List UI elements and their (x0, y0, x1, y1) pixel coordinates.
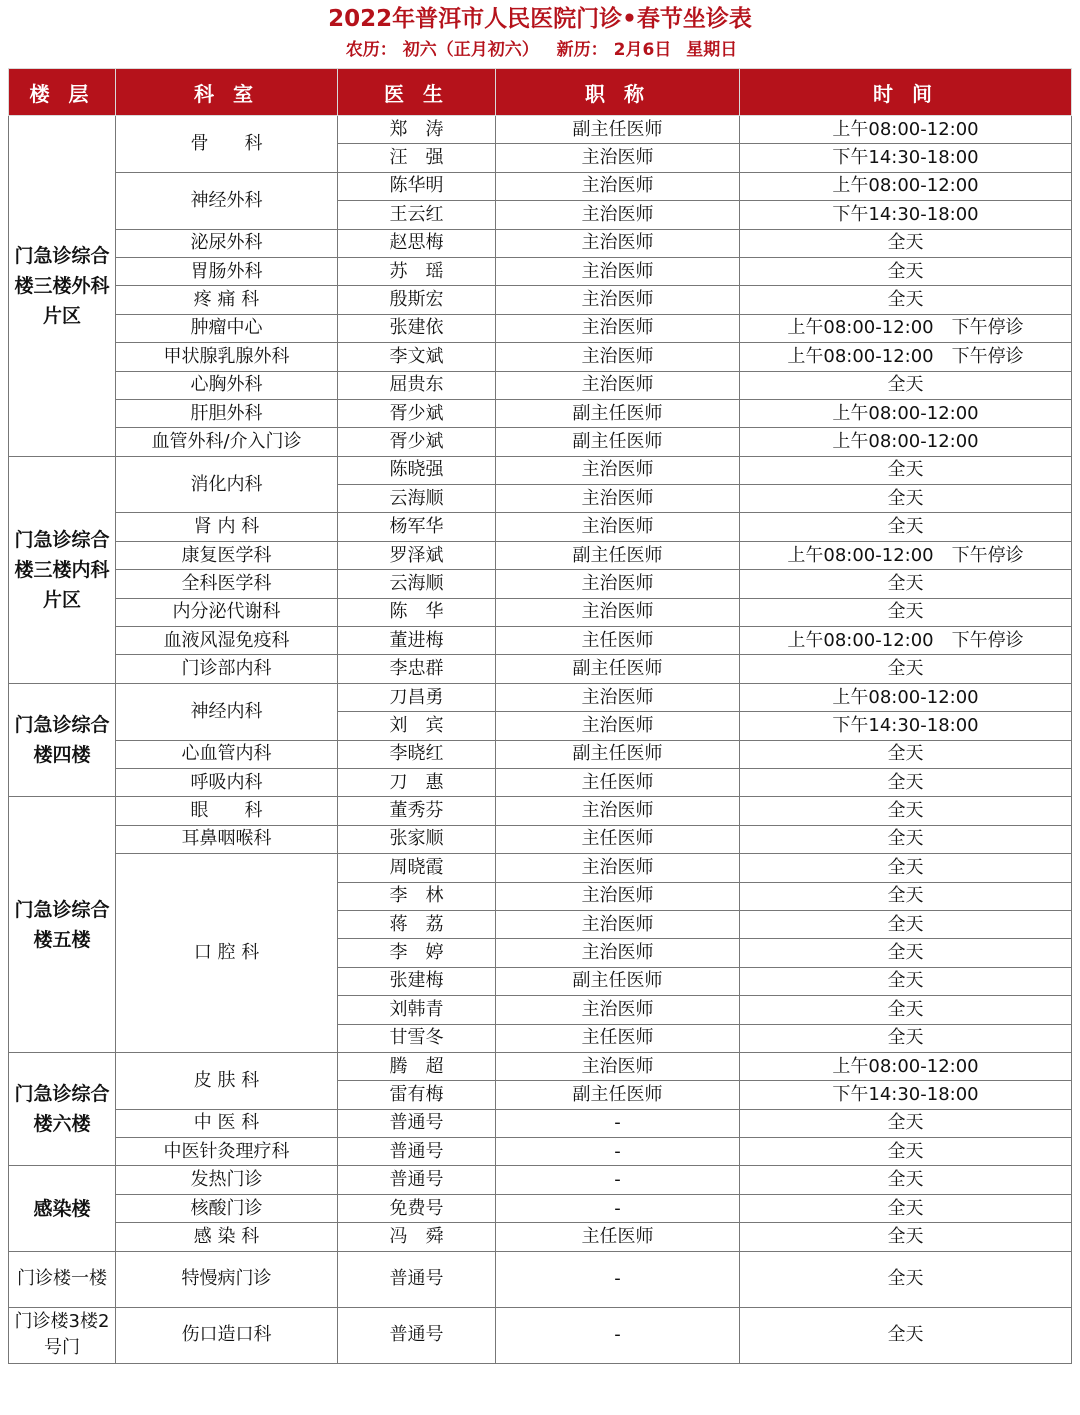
time-cell: 下午14:30-18:00 (740, 712, 1072, 740)
doctor-cell: 屈贵东 (338, 371, 496, 399)
dept-cell: 胃肠外科 (116, 257, 338, 285)
dept-cell: 肿瘤中心 (116, 314, 338, 342)
dept-cell: 疼 痛 科 (116, 286, 338, 314)
time-cell: 全天 (740, 1138, 1072, 1166)
title-cell: 主治医师 (496, 910, 740, 938)
doctor-cell: 王云红 (338, 201, 496, 229)
table-row (9, 257, 1072, 285)
title-cell: 副主任医师 (496, 428, 740, 456)
header-department: 科 室 (116, 69, 338, 116)
title-cell: 主治医师 (496, 144, 740, 172)
dept-cell: 心胸外科 (116, 371, 338, 399)
title-cell: 主治医师 (496, 286, 740, 314)
time-cell: 全天 (740, 456, 1072, 484)
page-subtitle (0, 38, 1080, 62)
dept-cell: 中 医 科 (116, 1109, 338, 1137)
table-row (9, 513, 1072, 541)
time-cell: 全天 (740, 967, 1072, 995)
time-cell: 全天 (740, 1024, 1072, 1052)
doctor-cell: 李忠群 (338, 655, 496, 683)
dept-cell: 泌尿外科 (116, 229, 338, 257)
time-cell: 上午08:00-12:00 (740, 428, 1072, 456)
floor-cell: 门急诊综合楼四楼 (9, 683, 116, 797)
doctor-cell: 陈晓强 (338, 456, 496, 484)
solar-value: 2月6日 (613, 40, 672, 60)
dept-cell: 神经外科 (116, 172, 338, 229)
title-cell: 主任医师 (496, 768, 740, 796)
table-row (9, 740, 1072, 768)
doctor-cell: 苏 瑶 (338, 257, 496, 285)
time-cell: 全天 (740, 996, 1072, 1024)
doctor-cell: 冯 舜 (338, 1223, 496, 1251)
floor-cell: 门急诊综合楼五楼 (9, 797, 116, 1053)
time-cell: 全天 (740, 825, 1072, 853)
doctor-cell: 董秀芬 (338, 797, 496, 825)
table-row (9, 428, 1072, 456)
table-row (9, 1223, 1072, 1251)
doctor-cell: 腾 超 (338, 1052, 496, 1080)
time-cell: 全天 (740, 570, 1072, 598)
dept-cell: 眼 科 (116, 797, 338, 825)
table-row (9, 570, 1072, 598)
doctor-cell: 赵思梅 (338, 229, 496, 257)
doctor-cell: 张建梅 (338, 967, 496, 995)
time-cell: 上午08:00-12:00 (740, 116, 1072, 144)
time-cell: 上午08:00-12:00 下午停诊 (740, 541, 1072, 569)
time-cell: 全天 (740, 1223, 1072, 1251)
dept-cell: 全科医学科 (116, 570, 338, 598)
dept-cell: 呼吸内科 (116, 768, 338, 796)
doctor-cell: 普通号 (338, 1109, 496, 1137)
title-cell: 主治医师 (496, 172, 740, 200)
doctor-cell: 刘韩青 (338, 996, 496, 1024)
dept-cell: 耳鼻咽喉科 (116, 825, 338, 853)
doctor-cell: 殷斯宏 (338, 286, 496, 314)
doctor-cell: 刀昌勇 (338, 683, 496, 711)
title-cell: 主治医师 (496, 314, 740, 342)
solar-date (554, 40, 675, 60)
time-cell: 全天 (740, 655, 1072, 683)
title-cell: - (496, 1251, 740, 1307)
doctor-cell: 雷有梅 (338, 1081, 496, 1109)
doctor-cell: 胥少斌 (338, 428, 496, 456)
title-cell: 主任医师 (496, 1223, 740, 1251)
dept-cell: 伤口造口科 (116, 1307, 338, 1363)
dept-cell: 肾 内 科 (116, 513, 338, 541)
table-row (9, 854, 1072, 882)
floor-cell: 门诊楼3楼2号门 (9, 1307, 116, 1363)
doctor-cell: 董进梅 (338, 627, 496, 655)
title-cell: 主治医师 (496, 939, 740, 967)
title-cell: 主治医师 (496, 1052, 740, 1080)
time-cell: 上午08:00-12:00 下午停诊 (740, 627, 1072, 655)
table-row (9, 286, 1072, 314)
floor-cell: 感染楼 (9, 1166, 116, 1251)
doctor-cell: 甘雪冬 (338, 1024, 496, 1052)
header-time: 时 间 (740, 69, 1072, 116)
dept-cell: 骨 科 (116, 116, 338, 173)
doctor-cell: 郑 涛 (338, 116, 496, 144)
title-cell: 主治医师 (496, 257, 740, 285)
title-cell: 主治医师 (496, 343, 740, 371)
table-row (9, 399, 1072, 427)
table-row (9, 797, 1072, 825)
time-cell: 全天 (740, 513, 1072, 541)
title-cell: 主治医师 (496, 229, 740, 257)
table-row (9, 371, 1072, 399)
title-cell: 主治医师 (496, 683, 740, 711)
dept-cell: 口 腔 科 (116, 854, 338, 1053)
time-cell: 下午14:30-18:00 (740, 1081, 1072, 1109)
doctor-cell: 普通号 (338, 1251, 496, 1307)
doctor-cell: 李 林 (338, 882, 496, 910)
header-row (9, 69, 1072, 116)
floor-cell: 门急诊综合楼三楼外科片区 (9, 116, 116, 457)
lunar-value: 初六（正月初六） (402, 40, 539, 60)
time-cell: 全天 (740, 1109, 1072, 1137)
title-cell: - (496, 1109, 740, 1137)
table-row (9, 683, 1072, 711)
title-cell: 副主任医师 (496, 116, 740, 144)
doctor-cell: 张家顺 (338, 825, 496, 853)
dept-cell: 血管外科/介入门诊 (116, 428, 338, 456)
title-cell: 主治医师 (496, 797, 740, 825)
floor-cell: 门急诊综合楼六楼 (9, 1052, 116, 1166)
title-cell: 主治医师 (496, 854, 740, 882)
doctor-cell: 杨军华 (338, 513, 496, 541)
title-cell: - (496, 1194, 740, 1222)
doctor-cell: 张建依 (338, 314, 496, 342)
doctor-cell: 李晓红 (338, 740, 496, 768)
title-cell: 副主任医师 (496, 967, 740, 995)
dept-cell: 特慢病门诊 (116, 1251, 338, 1307)
table-row (9, 314, 1072, 342)
time-cell: 全天 (740, 854, 1072, 882)
table-row (9, 541, 1072, 569)
floor-cell: 门诊楼一楼 (9, 1251, 116, 1307)
dept-cell: 皮 肤 科 (116, 1052, 338, 1109)
doctor-cell: 免费号 (338, 1194, 496, 1222)
time-cell: 全天 (740, 939, 1072, 967)
table-row (9, 1251, 1072, 1307)
title-cell: 主治医师 (496, 996, 740, 1024)
dept-cell: 内分泌代谢科 (116, 598, 338, 626)
title-cell: 副主任医师 (496, 1081, 740, 1109)
doctor-cell: 云海顺 (338, 485, 496, 513)
doctor-cell: 李文斌 (338, 343, 496, 371)
table-row (9, 1052, 1072, 1080)
title-cell: 主治医师 (496, 882, 740, 910)
title-cell: 主治医师 (496, 371, 740, 399)
title-cell: 主治医师 (496, 712, 740, 740)
doctor-cell: 刀 惠 (338, 768, 496, 796)
time-cell: 上午08:00-12:00 (740, 683, 1072, 711)
time-cell: 全天 (740, 1194, 1072, 1222)
weekday: 星期日 (686, 40, 738, 60)
header-floor: 楼 层 (9, 69, 116, 116)
title-cell: 主治医师 (496, 485, 740, 513)
title-cell: 主任医师 (496, 1024, 740, 1052)
dept-cell: 核酸门诊 (116, 1194, 338, 1222)
title-cell: - (496, 1307, 740, 1363)
doctor-cell: 李 婷 (338, 939, 496, 967)
doctor-cell: 周晓霞 (338, 854, 496, 882)
doctor-cell: 刘 宾 (338, 712, 496, 740)
dept-cell: 消化内科 (116, 456, 338, 513)
title-cell: 副主任医师 (496, 541, 740, 569)
title-cell: 主治医师 (496, 513, 740, 541)
time-cell: 全天 (740, 797, 1072, 825)
dept-cell: 心血管内科 (116, 740, 338, 768)
title-cell: 主治医师 (496, 201, 740, 229)
time-cell: 上午08:00-12:00 下午停诊 (740, 343, 1072, 371)
doctor-cell: 胥少斌 (338, 399, 496, 427)
lunar-date (343, 40, 542, 60)
time-cell: 全天 (740, 768, 1072, 796)
table-row (9, 116, 1072, 144)
time-cell: 全天 (740, 1251, 1072, 1307)
dept-cell: 肝胆外科 (116, 399, 338, 427)
table-row (9, 825, 1072, 853)
title-cell: 副主任医师 (496, 740, 740, 768)
table-row (9, 1166, 1072, 1194)
doctor-cell: 普通号 (338, 1138, 496, 1166)
time-cell: 全天 (740, 910, 1072, 938)
time-cell: 全天 (740, 598, 1072, 626)
solar-label: 新历： (556, 40, 608, 60)
lunar-label: 农历： (345, 40, 397, 60)
time-cell: 全天 (740, 371, 1072, 399)
dept-cell: 神经内科 (116, 683, 338, 740)
dept-cell: 康复医学科 (116, 541, 338, 569)
table-row (9, 1138, 1072, 1166)
dept-cell: 中医针灸理疗科 (116, 1138, 338, 1166)
time-cell: 上午08:00-12:00 下午停诊 (740, 314, 1072, 342)
title-cell: 主治医师 (496, 598, 740, 626)
time-cell: 全天 (740, 229, 1072, 257)
time-cell: 全天 (740, 1307, 1072, 1363)
header-doctor: 医 生 (338, 69, 496, 116)
doctor-cell: 普通号 (338, 1166, 496, 1194)
dept-cell: 门诊部内科 (116, 655, 338, 683)
table-row (9, 456, 1072, 484)
table-row (9, 655, 1072, 683)
doctor-cell: 罗泽斌 (338, 541, 496, 569)
table-row (9, 229, 1072, 257)
time-cell: 上午08:00-12:00 (740, 399, 1072, 427)
time-cell: 全天 (740, 740, 1072, 768)
table-row (9, 1194, 1072, 1222)
time-cell: 全天 (740, 485, 1072, 513)
title-cell: - (496, 1138, 740, 1166)
doctor-cell: 陈 华 (338, 598, 496, 626)
time-cell: 全天 (740, 882, 1072, 910)
page-title: 2022年普洱市人民医院门诊•春节坐诊表 (328, 6, 752, 32)
table-row (9, 1307, 1072, 1363)
schedule-table (8, 68, 1072, 1364)
title-cell: 主治医师 (496, 570, 740, 598)
time-cell: 下午14:30-18:00 (740, 201, 1072, 229)
time-cell: 上午08:00-12:00 (740, 1052, 1072, 1080)
dept-cell: 甲状腺乳腺外科 (116, 343, 338, 371)
table-row (9, 172, 1072, 200)
floor-cell: 门急诊综合楼三楼内科片区 (9, 456, 116, 683)
doctor-cell: 陈华明 (338, 172, 496, 200)
doctor-cell: 蒋 荔 (338, 910, 496, 938)
header-title: 职 称 (496, 69, 740, 116)
title-cell: - (496, 1166, 740, 1194)
title-cell: 主任医师 (496, 825, 740, 853)
table-row (9, 627, 1072, 655)
table-row (9, 598, 1072, 626)
time-cell: 全天 (740, 257, 1072, 285)
time-cell: 全天 (740, 1166, 1072, 1194)
title-cell: 副主任医师 (496, 399, 740, 427)
time-cell: 下午14:30-18:00 (740, 144, 1072, 172)
title-cell: 副主任医师 (496, 655, 740, 683)
doctor-cell: 普通号 (338, 1307, 496, 1363)
title-cell: 主治医师 (496, 456, 740, 484)
dept-cell: 血液风湿免疫科 (116, 627, 338, 655)
table-row (9, 343, 1072, 371)
table-row (9, 768, 1072, 796)
doctor-cell: 汪 强 (338, 144, 496, 172)
time-cell: 全天 (740, 286, 1072, 314)
dept-cell: 发热门诊 (116, 1166, 338, 1194)
time-cell: 上午08:00-12:00 (740, 172, 1072, 200)
dept-cell: 感 染 科 (116, 1223, 338, 1251)
title-cell: 主任医师 (496, 627, 740, 655)
table-row (9, 1109, 1072, 1137)
doctor-cell: 云海顺 (338, 570, 496, 598)
